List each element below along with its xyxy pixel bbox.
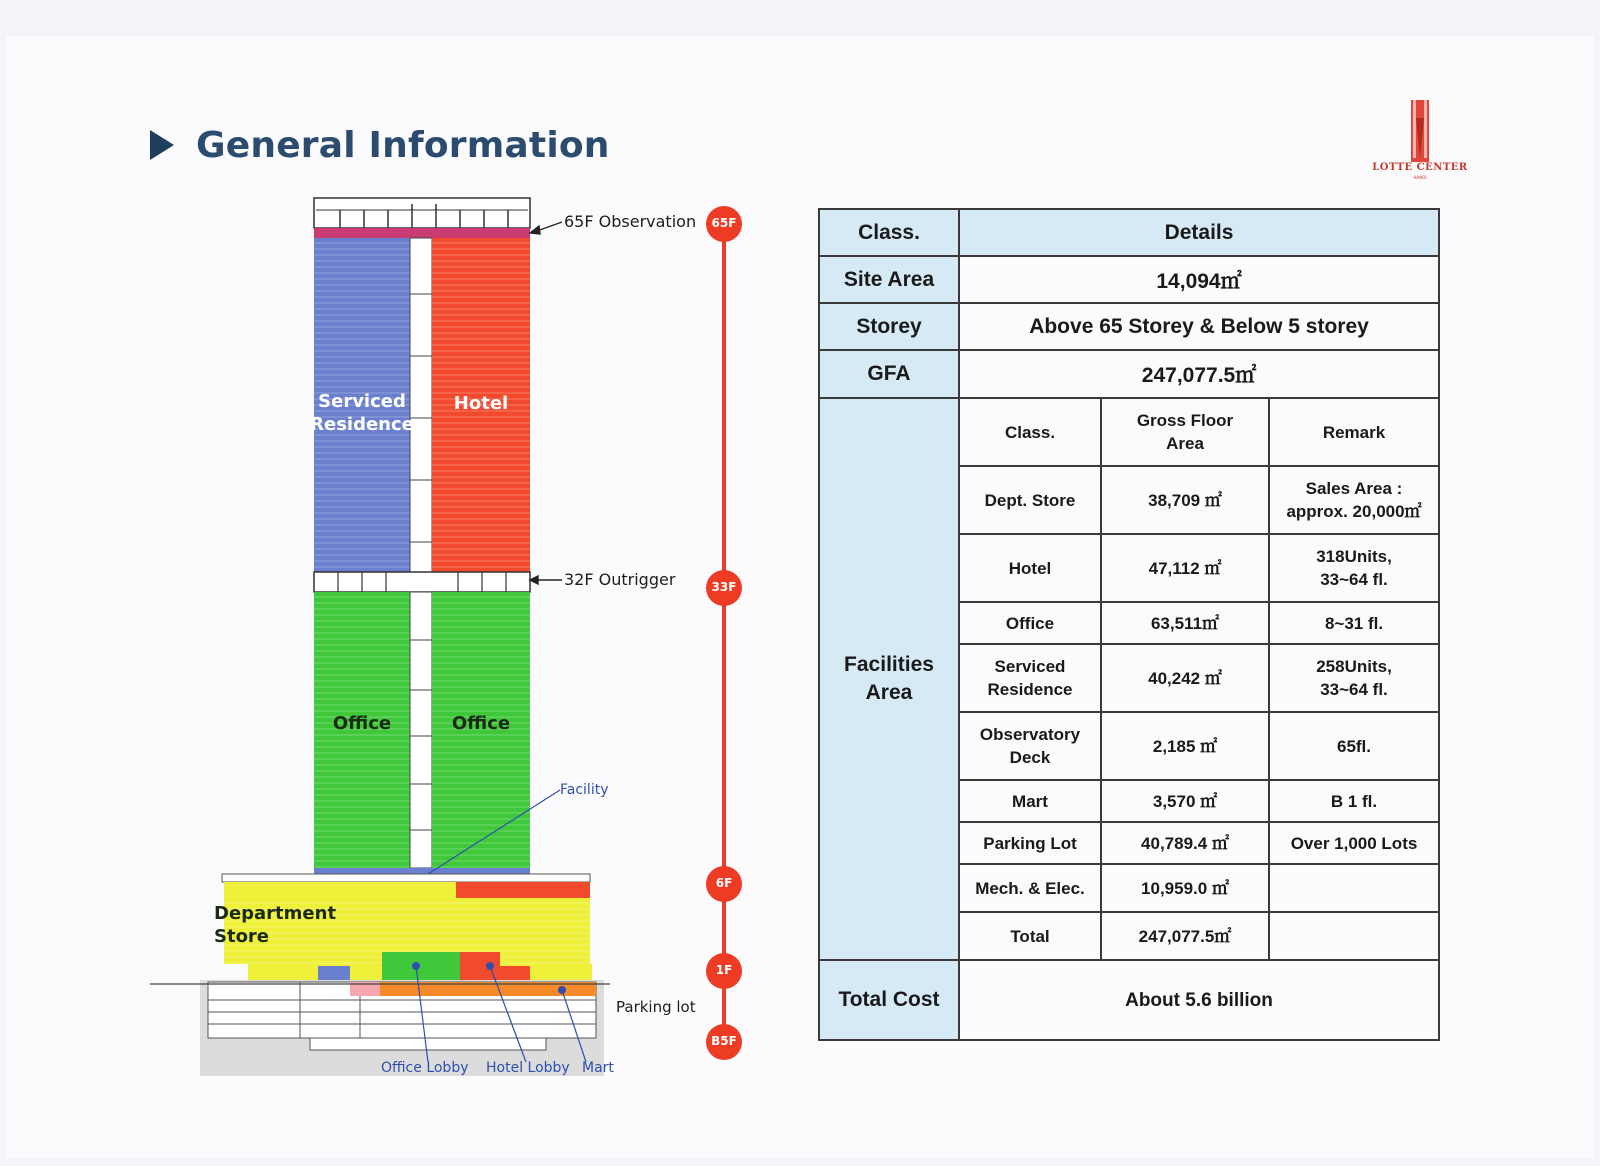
gfa-value: 247,077.5㎡	[959, 350, 1439, 398]
facility-remark-cell: 318Units, 33~64 fl.	[1269, 534, 1439, 602]
site-area-label: Site Area	[819, 256, 959, 303]
facility-class-cell: Dept. Store	[959, 466, 1101, 534]
facilities-area-label	[819, 398, 959, 960]
facility-area-cell: 10,959.0 ㎡	[1101, 864, 1269, 912]
facilities-header-row	[819, 398, 1439, 466]
floor-marker-6f: 6F	[715, 876, 733, 890]
facility-remark-cell	[1269, 912, 1439, 960]
header-class-cell: Class.	[819, 209, 959, 256]
logo-wordmark: LOTTE CENTER	[1372, 162, 1468, 173]
hotel-lobby-label: Hotel Lobby	[486, 1060, 570, 1076]
facility-area-cell: 63,511㎡	[1101, 602, 1269, 644]
facility-remark-cell: Over 1,000 Lots	[1269, 822, 1439, 864]
gfa-label: GFA	[819, 350, 959, 398]
total-cost-label: Total Cost	[819, 960, 959, 1040]
floor-marker-33f: 33F	[711, 580, 737, 594]
table-header-row	[819, 209, 1439, 256]
storey-value: Above 65 Storey & Below 5 storey	[959, 303, 1439, 350]
office-zone-right-label: Office	[451, 713, 511, 734]
total-cost-value: About 5.6 billion	[959, 960, 1439, 1040]
observation-callout: 65F Observation	[564, 212, 697, 231]
facility-area-cell: 38,709 ㎡	[1101, 466, 1269, 534]
facility-remark-cell: B 1 fl.	[1269, 780, 1439, 822]
department-store-zone-label: Department Store	[214, 903, 337, 947]
storey-row	[819, 303, 1439, 350]
tower-logo-icon	[1364, 98, 1476, 162]
facilities-area-label-line2: Area	[865, 681, 913, 704]
facility-area-cell: 40,789.4 ㎡	[1101, 822, 1269, 864]
facilities-col-class: Class.	[959, 398, 1101, 466]
facility-class-cell: Parking Lot	[959, 822, 1101, 864]
facility-area-cell: 247,077.5㎡	[1101, 912, 1269, 960]
facility-area-cell: 47,112 ㎡	[1101, 534, 1269, 602]
facility-class-cell: Serviced Residence	[959, 644, 1101, 712]
site-area-row	[819, 256, 1439, 303]
floor-marker-b5f: B5F	[711, 1034, 737, 1048]
office-lobby-label: Office Lobby	[381, 1060, 469, 1076]
office-zone-left-label: Office	[332, 713, 392, 734]
facility-class-cell: Mart	[959, 780, 1101, 822]
facility-area-cell: 40,242 ㎡	[1101, 644, 1269, 712]
facility-callout: Facility	[560, 782, 609, 798]
facilities-col-remark: Remark	[1269, 398, 1439, 466]
facilities-col-gfa: Gross Floor Area	[1101, 398, 1269, 466]
facility-remark-cell: 258Units, 33~64 fl.	[1269, 644, 1439, 712]
facility-remark-cell: 8~31 fl.	[1269, 602, 1439, 644]
page-title: General Information	[196, 124, 610, 166]
facility-class-cell: Hotel	[959, 534, 1101, 602]
facility-class-cell: Office	[959, 602, 1101, 644]
facility-class-cell: Total	[959, 912, 1101, 960]
lotte-center-logo	[1364, 98, 1476, 188]
facility-class-cell: Observatory Deck	[959, 712, 1101, 780]
serviced-residence-zone-label: Serviced Residence	[310, 391, 414, 435]
facility-class-cell: Mech. & Elec.	[959, 864, 1101, 912]
gfa-row	[819, 350, 1439, 398]
logo-subtext: HANOI	[1413, 175, 1427, 180]
facilities-area-label-line1: Facilities	[844, 653, 934, 676]
parking-callout: Parking lot	[616, 998, 696, 1016]
hotel-zone-label: Hotel	[453, 393, 509, 414]
site-area-value: 14,094㎡	[959, 256, 1439, 303]
facility-area-cell: 3,570 ㎡	[1101, 780, 1269, 822]
floor-marker-65f: 65F	[711, 216, 737, 230]
header-details-cell: Details	[959, 209, 1439, 256]
building-section-diagram	[0, 0, 780, 1166]
outrigger-callout: 32F Outrigger	[564, 570, 676, 589]
facility-remark-cell	[1269, 864, 1439, 912]
facility-remark-cell: 65fl.	[1269, 712, 1439, 780]
total-cost-row	[819, 960, 1439, 1040]
floor-marker-1f: 1F	[715, 963, 733, 977]
general-information-table	[818, 208, 1440, 1041]
storey-label: Storey	[819, 303, 959, 350]
facility-remark-cell: Sales Area : approx. 20,000㎡	[1269, 466, 1439, 534]
facility-area-cell: 2,185 ㎡	[1101, 712, 1269, 780]
mart-label: Mart	[582, 1060, 614, 1076]
